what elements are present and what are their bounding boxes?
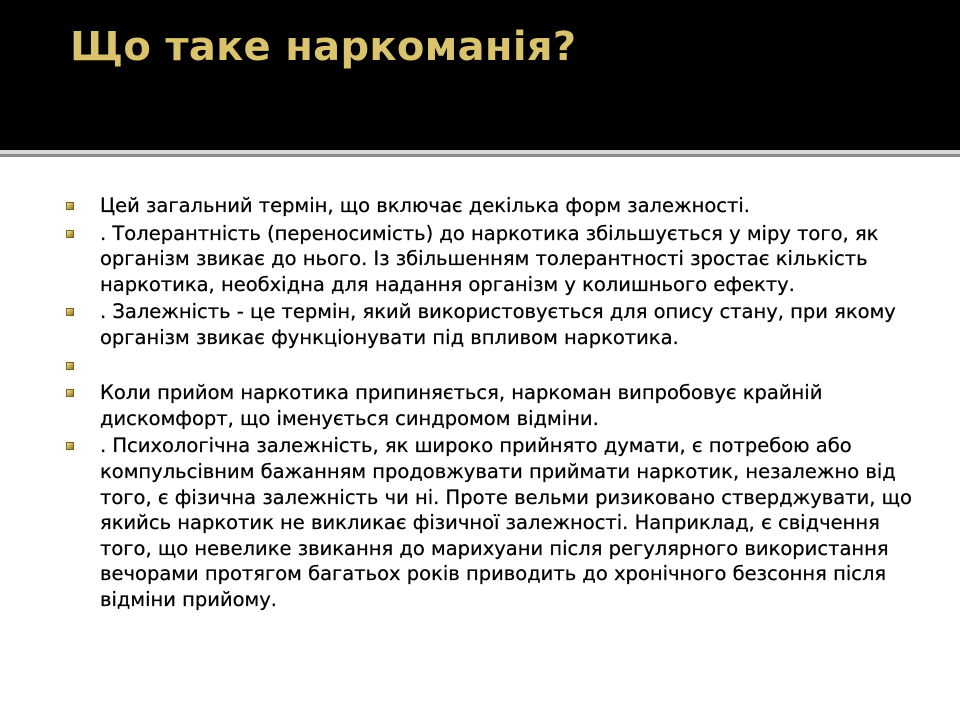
- title-separator-dark: [0, 154, 960, 157]
- slide-title: Що таке наркоманія?: [70, 24, 577, 70]
- bullet-item: [66, 380, 916, 431]
- gold-square-bullet-icon: [66, 308, 74, 316]
- gold-square-bullet-icon: [66, 389, 74, 397]
- bullet-item: [66, 299, 916, 350]
- title-band: [0, 0, 960, 150]
- bullet-text: Коли прийом наркотика припиняється, наркоман випробовує крайній дискомфорт, що іменується синдромом відміни.: [100, 381, 823, 430]
- gold-square-bullet-icon: [66, 362, 74, 370]
- bullet-item: [66, 433, 916, 612]
- bullet-text: Цей загальний термін, що включає декілька форм залежності.: [100, 194, 750, 217]
- bullet-item: [66, 221, 916, 298]
- gold-square-bullet-icon: [66, 442, 74, 450]
- bullet-item: [66, 193, 916, 219]
- gold-square-bullet-icon: [66, 202, 74, 210]
- bullet-list: [66, 193, 916, 615]
- bullet-text: . Залежність - це термін, який використовується для опису стану, при якому організм звикає функціонувати під впливом наркотика.: [100, 300, 896, 349]
- bullet-item-empty: [66, 353, 916, 379]
- gold-square-bullet-icon: [66, 230, 74, 238]
- bullet-text: . Толерантність (переносимість) до наркотика збільшується у міру того, як організм звикає до нього. Із збільшенням толерантності зростає кількість наркотика, необхідна для надання організм у колишнього ефекту.: [100, 221, 879, 296]
- bullet-text: . Психологічна залежність, як широко прийнято думати, є потребою або компульсівним бажанням продовжувати приймати наркотик, незалежно від того, є фізична залежність чи ні. Проте вельми ризиковано стверджувати, що якийсь наркотик не викликає фізичної залежності. Наприклад, є свідчення того, що невелике звикання до марихуани після регулярного використання вечорами протягом багатьох років приводить до хронічного безсоння після відміни прийому.: [100, 434, 912, 611]
